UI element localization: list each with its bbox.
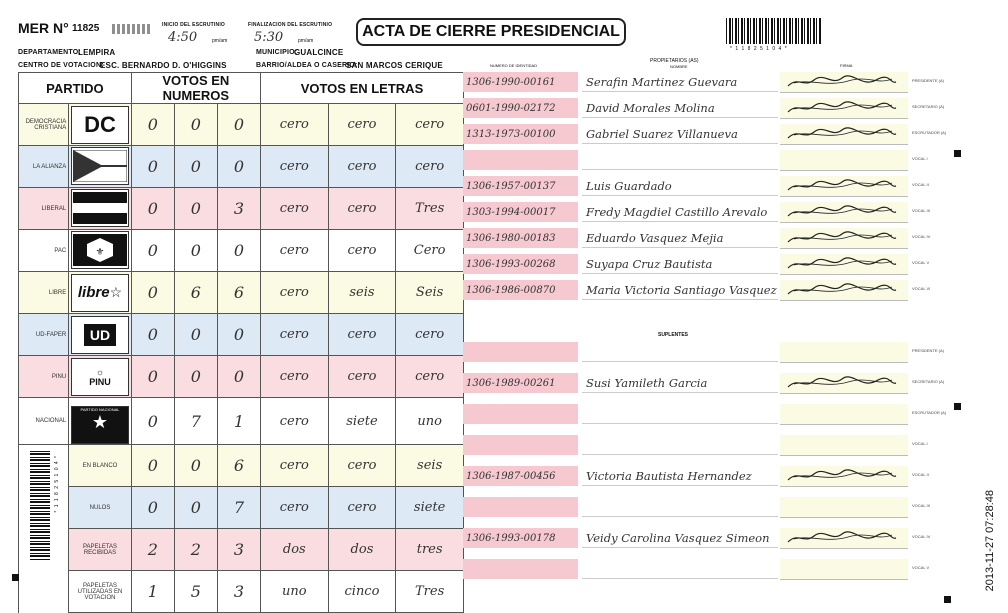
- member-role: SECRETARIO (A): [912, 379, 945, 384]
- member-role: VOCAL IV: [912, 534, 931, 539]
- pac-emblem-icon: [73, 234, 127, 266]
- vote-word: cero: [260, 104, 328, 146]
- votes-row: [19, 314, 464, 356]
- vote-digit: 0: [131, 445, 174, 487]
- inicio-ampm: pm/am: [212, 38, 228, 44]
- signature-scribble: [784, 375, 900, 391]
- member-id: [463, 497, 578, 517]
- member-signature: [780, 280, 908, 301]
- party-name: LIBERAL: [19, 188, 69, 230]
- member-role: VOCAL IV: [912, 234, 931, 239]
- vote-digit: 0: [131, 188, 174, 230]
- member-name: Fredy Magdiel Castillo Arevalo: [582, 202, 778, 222]
- member-role: ESCRUTADOR (A): [912, 410, 947, 415]
- votes-table: [18, 72, 464, 613]
- vote-word: cero: [396, 314, 464, 356]
- vote-word: cero: [396, 146, 464, 188]
- party-name: PAC: [19, 230, 69, 272]
- member-signature: [780, 228, 908, 249]
- liberal-flag-icon: [73, 192, 127, 224]
- member-id: 1306-1990-00161: [463, 72, 578, 92]
- member-signature: [780, 528, 908, 549]
- vote-word: dos: [260, 529, 328, 571]
- inicio-value: 4:50: [168, 30, 198, 45]
- member-role: VOCAL II: [912, 182, 929, 187]
- corner-marker-bottom-left: [12, 574, 19, 581]
- vote-word: seis: [328, 272, 396, 314]
- member-role: VOCAL III: [912, 208, 930, 213]
- member-name: Maria Victoria Santiago Vasquez: [582, 280, 778, 300]
- col-firma-header: FIRMA: [840, 63, 853, 68]
- centro-value: ESC. BERNARDO D. O'HIGGINS: [100, 61, 227, 70]
- member-signature: [780, 559, 908, 580]
- vote-word: Tres: [396, 188, 464, 230]
- signature-scribble: [784, 126, 900, 142]
- member-role: ESCRUTADOR (A): [912, 130, 947, 135]
- member-role: VOCAL V: [912, 260, 930, 265]
- member-id: [463, 559, 578, 579]
- departamento-label: DEPARTAMENTO:: [18, 49, 81, 56]
- vote-word: cero: [260, 272, 328, 314]
- row-label: PAPELETAS UTILIZADAS EN VOTACION: [69, 571, 132, 613]
- top-barcode-text: * 1 1 8 2 5 1 0 4 *: [730, 46, 788, 52]
- member-role: SECRETARIO (A): [912, 104, 945, 109]
- vote-digit: 0: [217, 104, 260, 146]
- signature-scribble: [784, 74, 900, 90]
- final-label: FINALIZACION DEL ESCRUTINIO: [248, 22, 333, 28]
- vote-digit: 1: [131, 571, 174, 613]
- vote-word: cero: [260, 230, 328, 272]
- vote-digit: 0: [131, 356, 174, 398]
- vote-word: cero: [260, 356, 328, 398]
- party-logo: [69, 146, 132, 188]
- member-name: Suyapa Cruz Bautista: [582, 254, 778, 274]
- member-name: Eduardo Vasquez Mejia: [582, 228, 778, 248]
- vote-word: cinco: [328, 571, 396, 613]
- member-signature: [780, 254, 908, 275]
- side-barcode-text: * 1 1 8 2 5 1 0 4 *: [54, 455, 60, 513]
- mer-number: 11825: [72, 23, 100, 34]
- vote-digit: 0: [174, 188, 217, 230]
- vote-digit: 7: [174, 398, 217, 445]
- member-name: [582, 559, 778, 579]
- col-nombre-header: NOMBRE: [670, 64, 688, 69]
- municipio-value: GUALCINCE: [294, 48, 344, 57]
- row-label: PAPELETAS RECIBIDAS: [69, 529, 132, 571]
- party-logo: [69, 230, 132, 272]
- vote-digit: 0: [174, 104, 217, 146]
- signature-scribble: [784, 468, 900, 484]
- vote-word: Cero: [396, 230, 464, 272]
- alianza-flag-icon: [73, 150, 127, 182]
- vote-digit: 3: [217, 188, 260, 230]
- col-prop-header: PROPIETARIOS (AS): [650, 58, 699, 64]
- inicio-label: INICIO DEL ESCRUTINIO: [162, 22, 226, 28]
- signature-scribble: [784, 530, 900, 546]
- member-id: [463, 404, 578, 424]
- member-name: [582, 435, 778, 455]
- col-letras: VOTOS EN LETRAS: [260, 73, 463, 104]
- barrio-label: BARRIO/ALDEA O CASERIO:: [256, 62, 358, 69]
- signature-scribble: [784, 256, 900, 272]
- member-signature: [780, 202, 908, 223]
- svg-text:⚜: ⚜: [95, 246, 105, 258]
- vote-word: cero: [260, 487, 328, 529]
- member-id: 1306-1993-00268: [463, 254, 578, 274]
- member-signature: [780, 98, 908, 119]
- member-id: 0601-1990-02172: [463, 98, 578, 118]
- vote-word: Tres: [396, 571, 464, 613]
- side-barcode: [30, 450, 50, 560]
- member-signature: [780, 150, 908, 171]
- row-label: NULOS: [69, 487, 132, 529]
- vote-word: cero: [328, 445, 396, 487]
- vote-digit: 0: [174, 487, 217, 529]
- barrio-value: SAN MARCOS CERIQUE: [346, 61, 443, 70]
- party-logo: [69, 188, 132, 230]
- votes-row: [19, 445, 464, 487]
- vote-digit: 6: [217, 272, 260, 314]
- vote-digit: 0: [131, 314, 174, 356]
- corner-marker-right-bottom: [944, 596, 951, 603]
- member-name: [582, 342, 778, 362]
- party-name: DEMOCRACIA CRISTIANA: [19, 104, 69, 146]
- party-logo: PARTIDO NACIONAL ★: [69, 398, 132, 445]
- member-id: [463, 150, 578, 170]
- vote-digit: 0: [217, 314, 260, 356]
- member-signature: [780, 342, 908, 363]
- vote-digit: 0: [174, 356, 217, 398]
- row-label: EN BLANCO: [69, 445, 132, 487]
- signature-scribble: [784, 230, 900, 246]
- vote-word: siete: [396, 487, 464, 529]
- top-barcode: [726, 18, 822, 44]
- member-name: Luis Guardado: [582, 176, 778, 196]
- vote-digit: 0: [217, 146, 260, 188]
- party-logo: ☼ PINU: [69, 356, 132, 398]
- vote-digit: 0: [131, 230, 174, 272]
- suplentes-label: SUPLENTES: [658, 332, 689, 338]
- vote-word: cero: [328, 230, 396, 272]
- vote-word: cero: [396, 356, 464, 398]
- vote-digit: 7: [217, 487, 260, 529]
- member-name: Serafin Martinez Guevara: [582, 72, 778, 92]
- member-role: VOCAL V: [912, 565, 930, 570]
- vote-digit: 1: [217, 398, 260, 445]
- votes-row: [19, 146, 464, 188]
- col-partido: PARTIDO: [19, 73, 132, 104]
- municipio-label: MUNICIPIO:: [256, 49, 298, 56]
- votes-row: [19, 529, 464, 571]
- member-id: [463, 342, 578, 362]
- vote-digit: 6: [174, 272, 217, 314]
- vote-digit: 5: [174, 571, 217, 613]
- party-logo: DC: [69, 104, 132, 146]
- member-id: 1306-1980-00183: [463, 228, 578, 248]
- vote-word: cero: [396, 104, 464, 146]
- final-value: 5:30: [254, 30, 284, 45]
- vote-word: tres: [396, 529, 464, 571]
- member-name: Victoria Bautista Hernandez: [582, 466, 778, 486]
- member-signature: [780, 72, 908, 93]
- vote-word: siete: [328, 398, 396, 445]
- member-role: VOCAL I: [912, 156, 928, 161]
- party-name: LA ALIANZA: [19, 146, 69, 188]
- vote-digit: 0: [174, 146, 217, 188]
- col-id-header: NUMERO DE IDENTIDAD: [490, 63, 538, 68]
- corner-marker-right-mid: [954, 403, 961, 410]
- member-id: 1313-1973-00100: [463, 124, 578, 144]
- vote-word: cero: [328, 188, 396, 230]
- vote-digit: 2: [131, 529, 174, 571]
- member-role: PRESIDENTE (A): [912, 78, 945, 83]
- vote-digit: 2: [174, 529, 217, 571]
- member-role: VOCAL I: [912, 441, 928, 446]
- votes-row: [19, 398, 464, 445]
- member-id: [463, 435, 578, 455]
- signature-scribble: [784, 100, 900, 116]
- vote-word: cero: [328, 356, 396, 398]
- signature-scribble: [784, 178, 900, 194]
- vote-word: cero: [328, 104, 396, 146]
- member-id: 1306-1986-00870: [463, 280, 578, 300]
- votes-row: [19, 272, 464, 314]
- vote-word: cero: [328, 146, 396, 188]
- member-signature: [780, 497, 908, 518]
- vote-word: cero: [260, 314, 328, 356]
- member-signature: [780, 176, 908, 197]
- vote-digit: 0: [174, 230, 217, 272]
- centro-label: CENTRO DE VOTACION:: [18, 62, 104, 69]
- col-numeros: VOTOS EN NUMEROS: [131, 73, 260, 104]
- member-role: VOCAL II: [912, 472, 929, 477]
- vote-word: cero: [328, 314, 396, 356]
- signature-scribble: [784, 204, 900, 220]
- vote-digit: 0: [174, 445, 217, 487]
- departamento-value: LEMPIRA: [78, 48, 116, 57]
- member-role: VOCAL III: [912, 503, 930, 508]
- party-name: LIBRE: [19, 272, 69, 314]
- member-name: [582, 150, 778, 170]
- vote-word: dos: [328, 529, 396, 571]
- vote-digit: 3: [217, 571, 260, 613]
- vote-word: cero: [260, 188, 328, 230]
- votes-row: [19, 571, 464, 613]
- mer-label: MER N°: [18, 20, 69, 36]
- vote-word: seis: [396, 445, 464, 487]
- votes-row: [19, 104, 464, 146]
- member-signature: [780, 404, 908, 425]
- votes-row: [19, 230, 464, 272]
- member-name: [582, 497, 778, 517]
- member-id: 1306-1987-00456: [463, 466, 578, 486]
- scan-timestamp: 2013-11-27 07:28:48: [984, 490, 996, 592]
- member-id: 1306-1993-00178: [463, 528, 578, 548]
- votes-row: [19, 188, 464, 230]
- member-role: VOCAL VI: [912, 286, 931, 291]
- member-signature: [780, 124, 908, 145]
- member-name: Susi Yamileth Garcia: [582, 373, 778, 393]
- member-id: 1306-1989-00261: [463, 373, 578, 393]
- member-name: Gabriel Suarez Villanueva: [582, 124, 778, 144]
- party-name: NACIONAL: [19, 398, 69, 445]
- member-name: Veidy Carolina Vasquez Simeon: [582, 528, 778, 548]
- member-name: [582, 404, 778, 424]
- vote-word: uno: [396, 398, 464, 445]
- signature-scribble: [784, 282, 900, 298]
- document-title: ACTA DE CIERRE PRESIDENCIAL: [356, 18, 626, 46]
- vote-digit: 0: [174, 314, 217, 356]
- vote-digit: 0: [217, 230, 260, 272]
- vote-digit: 0: [131, 487, 174, 529]
- vote-word: cero: [260, 398, 328, 445]
- votes-row: [19, 356, 464, 398]
- member-signature: [780, 373, 908, 394]
- member-id: 1303-1994-00017: [463, 202, 578, 222]
- member-signature: [780, 466, 908, 487]
- vote-digit: 0: [131, 272, 174, 314]
- vote-digit: 0: [131, 104, 174, 146]
- party-name: UD-FAPER: [19, 314, 69, 356]
- vote-digit: 0: [131, 146, 174, 188]
- member-name: David Morales Molina: [582, 98, 778, 118]
- vote-word: Seis: [396, 272, 464, 314]
- party-logo: UD: [69, 314, 132, 356]
- vote-word: cero: [260, 445, 328, 487]
- vote-digit: 0: [131, 398, 174, 445]
- member-id: 1306-1957-00137: [463, 176, 578, 196]
- party-logo: libre ☆: [69, 272, 132, 314]
- party-name: PINU: [19, 356, 69, 398]
- vote-digit: 3: [217, 529, 260, 571]
- vote-digit: 0: [217, 356, 260, 398]
- vote-word: uno: [260, 571, 328, 613]
- votes-row: [19, 487, 464, 529]
- vote-digit: 6: [217, 445, 260, 487]
- tse-logo: [112, 24, 152, 34]
- member-signature: [780, 435, 908, 456]
- vote-word: cero: [328, 487, 396, 529]
- vote-word: cero: [260, 146, 328, 188]
- corner-marker-right-top: [954, 150, 961, 157]
- final-ampm: pm/am: [298, 38, 314, 44]
- member-role: PRESIDENTE (A): [912, 348, 945, 353]
